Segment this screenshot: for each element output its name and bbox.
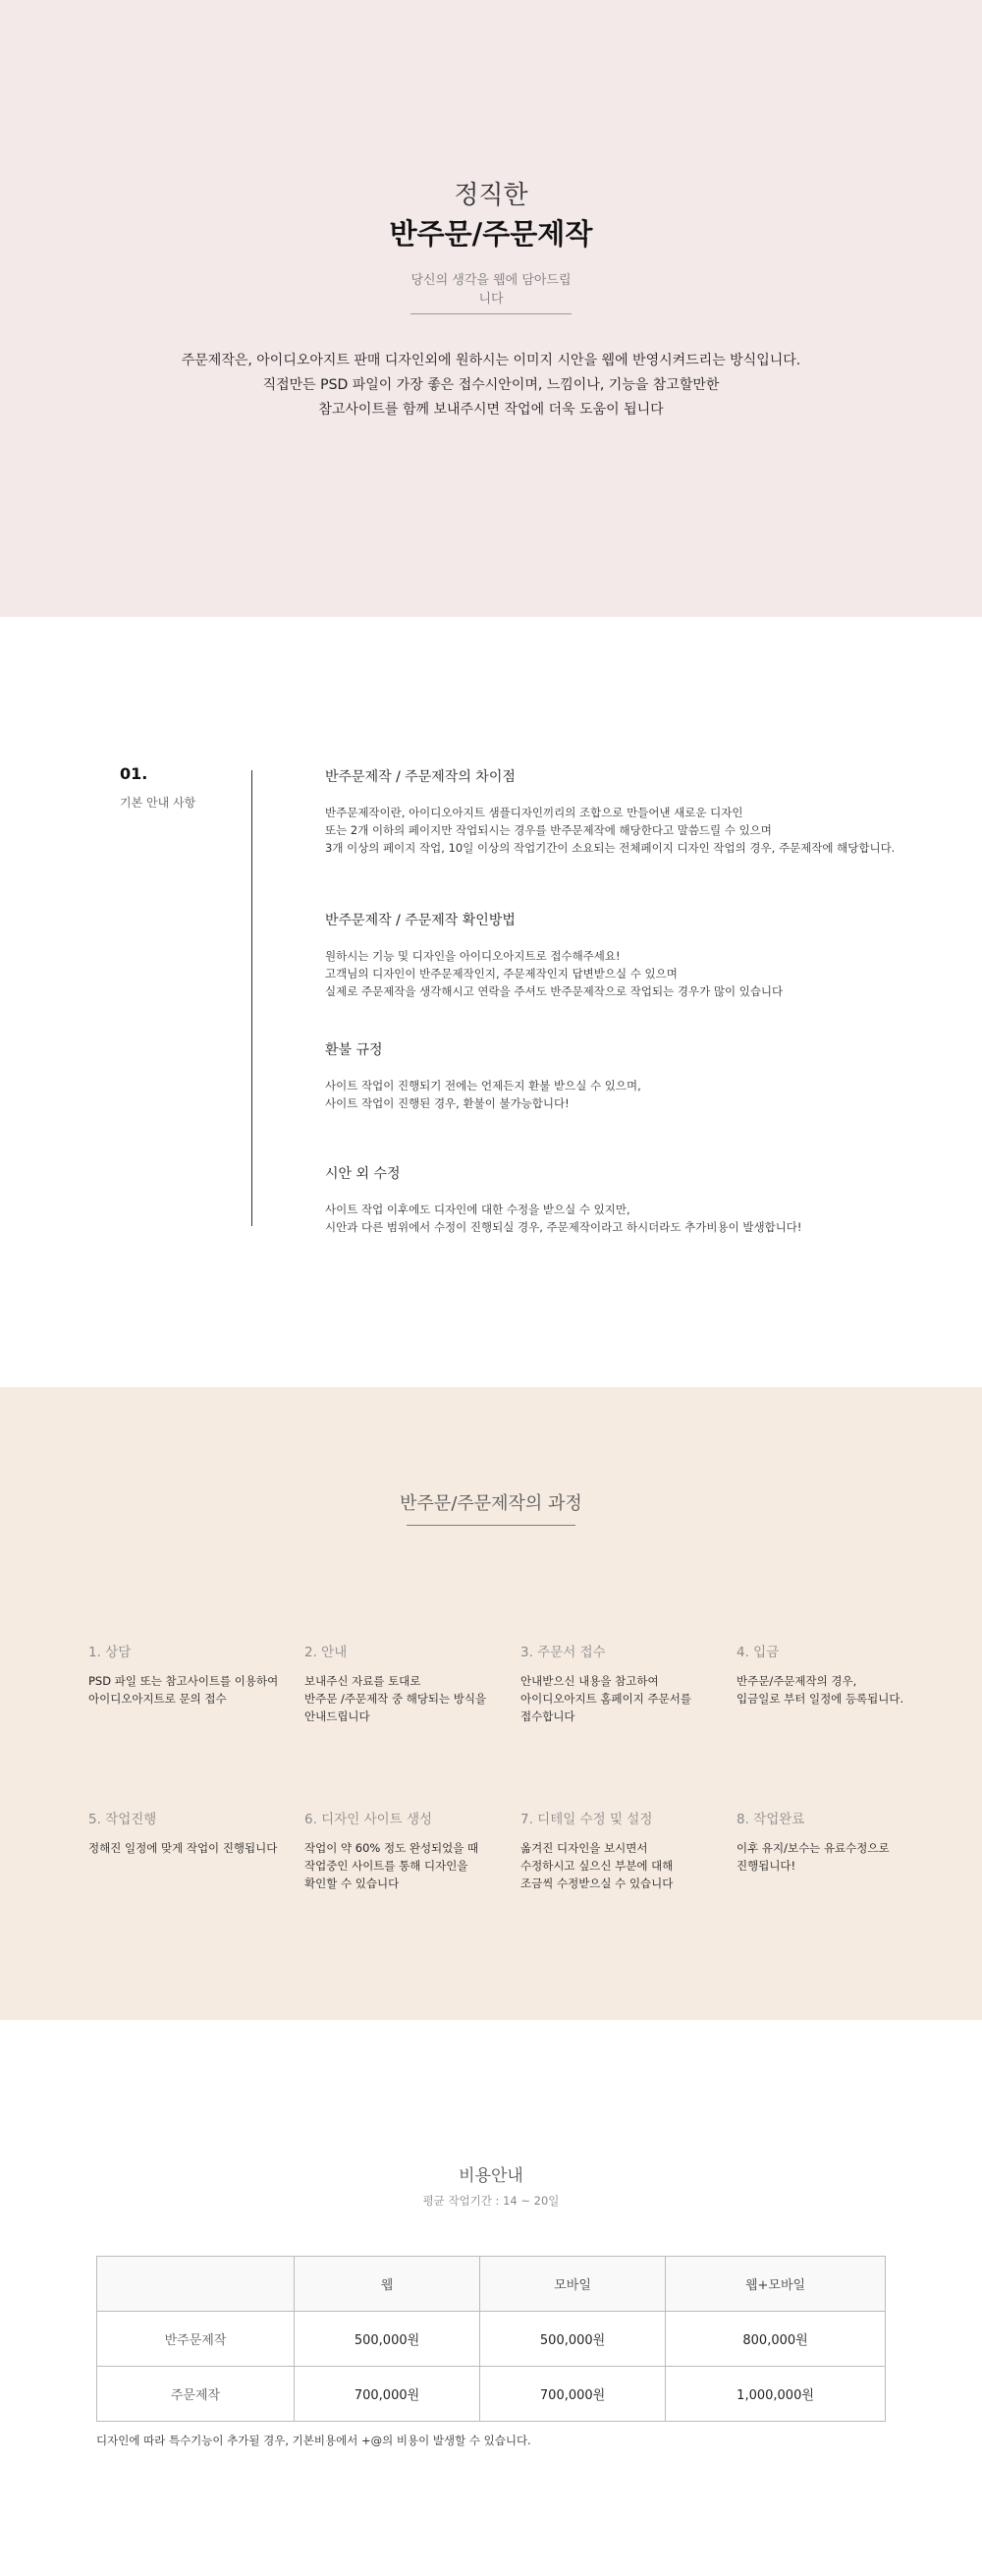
step-text — [304, 1672, 501, 1725]
step-line: 확인할 수 있습니다 — [304, 1876, 400, 1890]
info-block-heading: 시안 외 수정 — [325, 1166, 401, 1182]
price-cell: 500,000원 — [295, 2312, 480, 2367]
info-line: 또는 2개 이하의 페이지만 작업되시는 경우를 반주문제작에 해당한다고 말씀드릴 수 있으며 — [325, 823, 772, 837]
pricing-section — [0, 2020, 982, 2576]
step-line: 조금씩 수정받으실 수 있습니다 — [520, 1876, 674, 1890]
table-header-cell — [97, 2257, 295, 2312]
info-block-heading: 환불 규정 — [325, 1042, 383, 1058]
hero-title: 반주문/주문제작 — [389, 217, 593, 251]
step-line: 반주문 /주문제작 중 해당되는 방식을 — [304, 1692, 487, 1706]
info-block-difference — [325, 766, 914, 857]
info-line: 원하시는 기능 및 디자인을 아이디오아지트로 접수해주세요! — [325, 949, 621, 963]
step-line: 수정하시고 싶으신 부분에 대해 — [520, 1859, 674, 1873]
table-header-cell: 웹 — [295, 2257, 480, 2312]
row-label: 주문제작 — [97, 2367, 295, 2422]
info-block-refund — [325, 1039, 914, 1112]
info-block-text — [325, 947, 914, 1000]
pricing-title: 비용안내 — [459, 2166, 523, 2186]
section-number: 01. — [120, 764, 148, 783]
info-line: 실제로 주문제작을 생각해시고 연락을 주셔도 반주문제작으로 작업되는 경우가 많이 있습니다 — [325, 984, 784, 998]
info-line: 반주문제작이란, 아이디오아지트 샘플디자인끼리의 조합으로 만들어낸 새로운 디자인 — [325, 806, 743, 819]
step-text — [520, 1839, 717, 1892]
table-row — [97, 2312, 886, 2367]
table-header-cell: 웹+모바일 — [666, 2257, 886, 2312]
step-text — [88, 1672, 285, 1708]
process-title: 반주문/주문제작의 과정 — [400, 1493, 582, 1514]
table-row — [97, 2367, 886, 2422]
step-title: 7. 디테일 수정 및 설정 — [520, 1812, 653, 1827]
process-step — [736, 1641, 933, 1708]
info-line: 3개 이상의 페이지 작업, 10일 이상의 작업기간이 소요되는 전체페이지 디자인 작업의 경우, 주문제작에 해당합니다. — [325, 841, 896, 855]
step-title: 4. 입금 — [736, 1645, 780, 1660]
process-step — [88, 1808, 285, 1857]
info-line: 사이트 작업이 진행되기 전에는 언제든지 환불 받으실 수 있으며, — [325, 1079, 641, 1092]
hero-section — [0, 0, 982, 617]
section-label: 기본 안내 사항 — [120, 796, 196, 810]
step-line: 안내드립니다 — [304, 1709, 370, 1723]
table-header-row — [97, 2257, 886, 2312]
step-line: 반주문/주문제작의 경우, — [736, 1674, 857, 1688]
info-line: 고객님의 디자인이 반주문제작인지, 주문제작인지 답변받으실 수 있으며 — [325, 967, 678, 980]
info-block-heading: 반주문제작 / 주문제작 확인방법 — [325, 913, 516, 928]
pricing-note: 디자인에 따라 특수기능이 추가될 경우, 기본비용에서 +@의 비용이 발생할 수 있습니다. — [96, 2434, 531, 2447]
table-header-cell: 모바일 — [480, 2257, 666, 2312]
pricing-subtitle: 평균 작업기간 : 14 ~ 20일 — [422, 2194, 560, 2208]
price-cell: 800,000원 — [666, 2312, 886, 2367]
step-line: 정해진 일정에 맞게 작업이 진행됩니다 — [88, 1841, 278, 1855]
step-line: 아이디오아지트 홈페이지 주문서를 — [520, 1692, 691, 1706]
price-cell: 500,000원 — [480, 2312, 666, 2367]
info-line: 시안과 다른 범위에서 수정이 진행되실 경우, 주문제작이라고 하시더라도 추가비용이 발생합니다! — [325, 1220, 802, 1234]
pricing-table — [96, 2256, 886, 2422]
info-block-check-method — [325, 910, 914, 1000]
info-block-text — [325, 1201, 914, 1236]
process-step — [520, 1641, 717, 1725]
step-title: 6. 디자인 사이트 생성 — [304, 1812, 433, 1827]
hero-description — [0, 349, 982, 422]
hero-subtitle: 당신의 생각을 웹에 담아드립니다 — [410, 269, 572, 314]
process-step — [520, 1808, 717, 1892]
hero-pre-title: 정직한 — [454, 181, 528, 210]
step-title: 8. 작업완료 — [736, 1812, 805, 1827]
info-block-extra-edit — [325, 1163, 914, 1236]
price-cell: 1,000,000원 — [666, 2367, 886, 2422]
step-line: 안내받으신 내용을 참고하여 — [520, 1674, 659, 1688]
step-line: 진행됩니다! — [736, 1859, 796, 1873]
process-step — [304, 1641, 501, 1725]
step-title: 1. 상담 — [88, 1645, 132, 1660]
info-block-heading: 반주문제작 / 주문제작의 차이점 — [325, 769, 516, 785]
step-line: 작업이 약 60% 정도 완성되었을 때 — [304, 1841, 479, 1855]
step-text — [736, 1839, 933, 1875]
vertical-divider — [251, 770, 252, 1226]
basic-info-section — [0, 617, 982, 1387]
step-text — [520, 1672, 717, 1725]
step-line: 아이디오아지트로 문의 접수 — [88, 1692, 227, 1706]
step-line: 이후 유지/보수는 유료수정으로 — [736, 1841, 890, 1855]
step-title: 2. 안내 — [304, 1645, 348, 1660]
step-title: 5. 작업진행 — [88, 1812, 157, 1827]
hero-desc-line: 주문제작은, 아이디오아지트 판매 디자인외에 원하시는 이미지 시안을 웹에 반영시켜드리는 방식입니다. — [181, 353, 801, 368]
price-cell: 700,000원 — [480, 2367, 666, 2422]
step-text — [304, 1839, 501, 1892]
process-step — [88, 1641, 285, 1708]
hero-desc-line: 직접만든 PSD 파일이 가장 좋은 접수시안이며, 느낌이나, 기능을 참고할만한 — [262, 377, 720, 393]
hero-desc-line: 참고사이트를 함께 보내주시면 작업에 더욱 도움이 됩니다 — [318, 402, 664, 418]
step-line: 옮겨진 디자인을 보시면서 — [520, 1841, 648, 1855]
info-line: 사이트 작업 이후에도 디자인에 대한 수정을 받으실 수 있지만, — [325, 1203, 630, 1216]
step-line: PSD 파일 또는 참고사이트를 이용하여 — [88, 1674, 279, 1688]
info-line: 사이트 작업이 진행된 경우, 환불이 불가능합니다! — [325, 1096, 570, 1110]
process-section — [0, 1387, 982, 2020]
process-step — [304, 1808, 501, 1892]
info-block-text — [325, 1077, 914, 1112]
step-line: 작업중인 사이트를 통해 디자인을 — [304, 1859, 468, 1873]
price-cell: 700,000원 — [295, 2367, 480, 2422]
step-line: 접수합니다 — [520, 1709, 575, 1723]
step-text — [736, 1672, 933, 1708]
step-text — [88, 1839, 285, 1857]
row-label: 반주문제작 — [97, 2312, 295, 2367]
process-step — [736, 1808, 933, 1875]
step-title: 3. 주문서 접수 — [520, 1645, 606, 1660]
step-line: 입금일로 부터 일정에 등록됩니다. — [736, 1692, 904, 1706]
step-line: 보내주신 자료를 토대로 — [304, 1674, 421, 1688]
info-block-text — [325, 804, 914, 857]
title-underline — [407, 1525, 575, 1526]
